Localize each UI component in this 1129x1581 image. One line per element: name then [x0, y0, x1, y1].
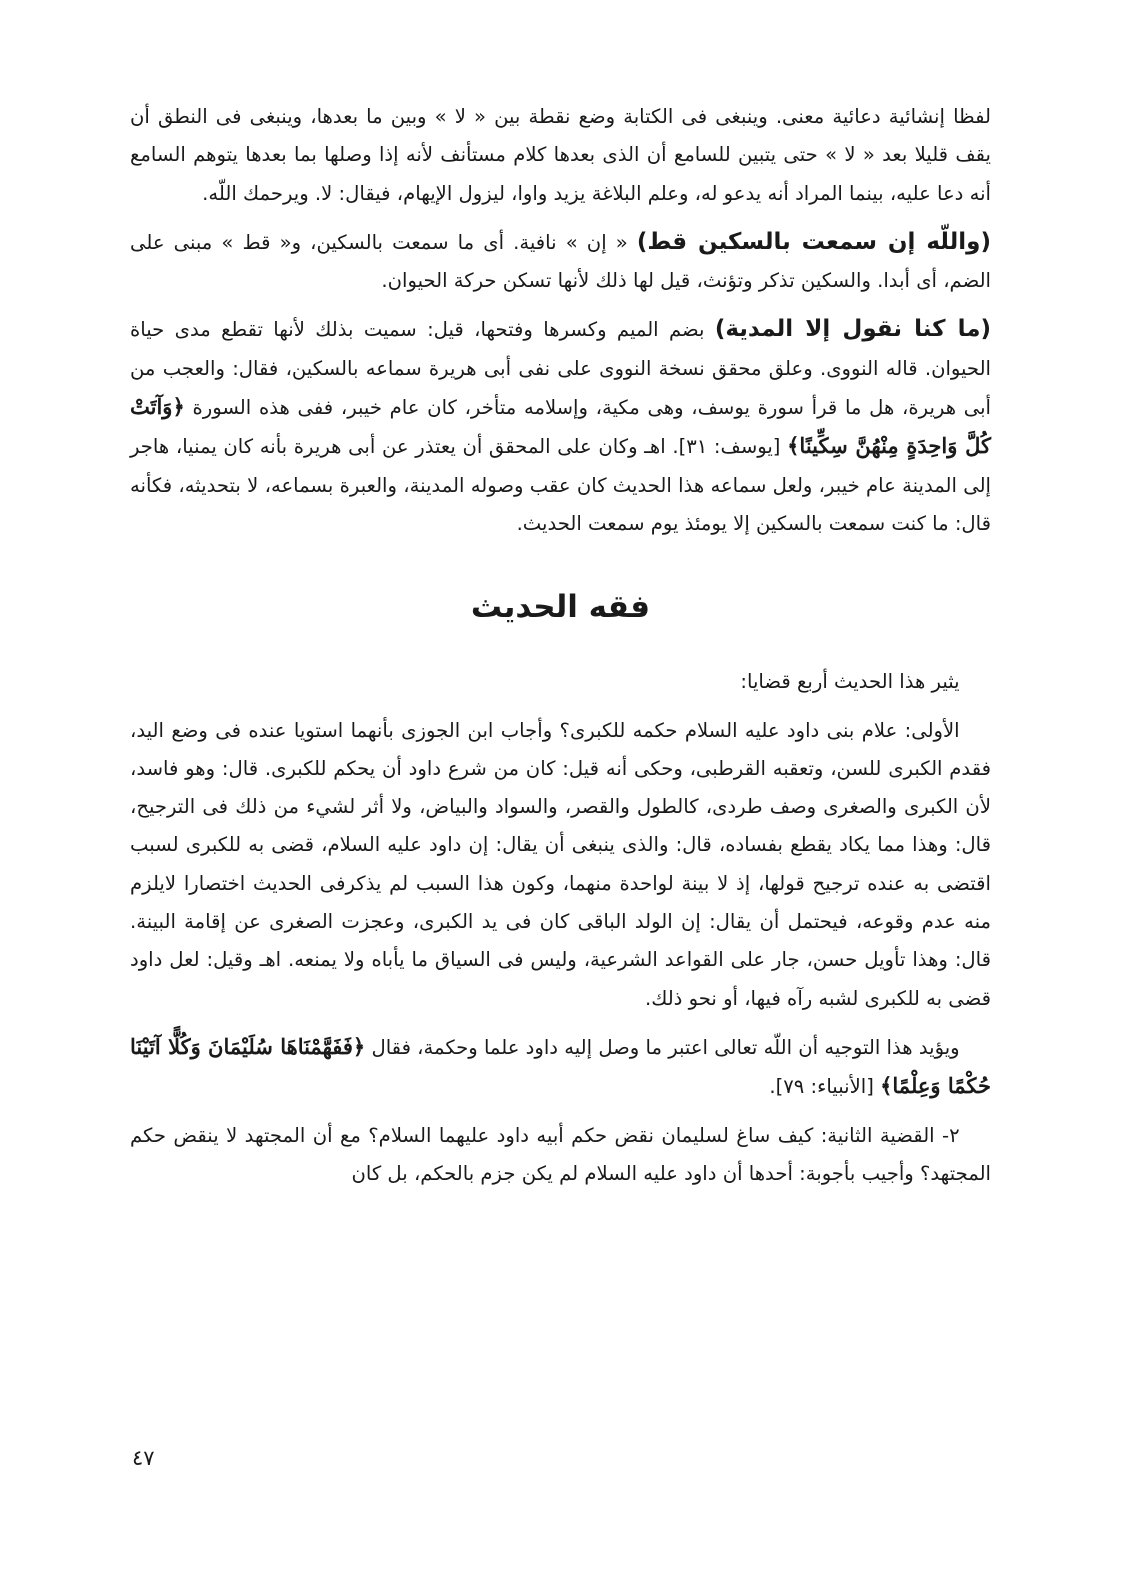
document-body [130, 98, 991, 1203]
quoted-phrase: (واللّه إن سمعت بالسكين قط) [636, 228, 991, 255]
paragraph-3 [130, 310, 991, 543]
paragraph-text: « إن » نافية. أى ما سمعت بالسكين، و« قط » مبنى على الضم، أى أبدا. والسكين تذكر وتؤنث، قيل لها ذلك لأنها تسكن حركة الحيوان. [130, 230, 991, 293]
paragraph-text: ويؤيد هذا التوجيه أن اللّه تعالى اعتبر ما وصل إليه داود علما وحكمة، فقال [365, 1035, 960, 1059]
page-number: ٤٧ [132, 1446, 155, 1470]
paragraph-text: [الأنبياء: ٧٩]. [769, 1075, 881, 1099]
quran-verse: ﴿فَفَهَّمْنَاهَا سُلَيْمَانَ وَكُلًّا آتَيْنَا حُكْمًا وَعِلْمًا﴾ [130, 1033, 991, 1099]
paragraph-text: بضم الميم وكسرها وفتحها، قيل: سميت بذلك لأنها تقطع مدى حياة الحيوان. قاله النووى. وعلق محقق نسخة النووى على نفى أبى هريرة سماعه بالسكين، فقال: والعجب من أبى هريرة، هل ما قرأ سورة يوسف، وهى مكية، وإسلامه متأخر، كان عام خيبر، ففى هذه السورة [130, 318, 991, 420]
issue-1-paragraph: الأولى: علام بنى داود عليه السلام حكمه للكبرى؟ وأجاب ابن الجوزى بأنهما استويا عنده فى وضع اليد، فقدم الكبرى للسن، وتعقبه القرطبى، وحكى أنه قيل: كان من شرع داود أن يحكم للكبرى. قال: وهو فاسد، لأن الكبرى والصغرى وصف طردى، كالطول والقصر، والسواد والبياض، ولا أثر لشيء من ذلك فى الترجيح، قال: وهذا مما يكاد يقطع بفساده، قال: والذى ينبغى أن يقال: إن داود عليه السلام، قضى به للكبرى لسبب اقتضى به عنده ترجيح قولها، إذ لا بينة لواحدة منهما، وكون هذا السبب لم يذكرفى الحديث اختصارا لايلزم منه عدم وقوعه، فيحتمل أن يقال: إن الولد الباقى كان فى يد الكبرى، وعجزت الصغرى عن إقامة البينة. قال: وهذا تأويل حسن، جار على القواعد الشرعية، وليس فى السياق ما يأباه ولا يمنعه. اهـ وقيل: لعل داود قضى به للكبرى لشبه رآه فيها، أو نحو ذلك. [130, 718, 991, 1010]
paragraph-2 [130, 223, 991, 301]
quoted-phrase: (ما كنا نقول إلا المدية) [714, 316, 992, 343]
intro-paragraph: يثير هذا الحديث أربع قضايا: [740, 670, 960, 694]
paragraph-text: [يوسف: ٣١]. اهـ وكان على المحقق أن يعتذر عن أبى هريرة بأنه كان يمنيا، هاجر إلى المدينة عام خيبر، ولعل سماعه هذا الحديث كان عقب وصوله المدينة، والعبرة بسماعه، لا بتحديثه، فكأنه قال: ما كنت سمعت بالسكين إلا يومئذ يوم سمعت الحديث. [130, 435, 991, 535]
support-paragraph [130, 1028, 991, 1107]
section-heading: فقه الحديث [470, 589, 651, 626]
paragraph-1: لفظا إنشائية دعائية معنى. وينبغى فى الكتابة وضع نقطة بين « لا » وبين ما بعدها، وينبغى فى النطق أن يقف قليلا بعد « لا » حتى يتبين للسامع أن الذى بعدها كلام مستأنف لأنه إذا وصلها بما بعدها يتوهم السامع أنه دعا عليه، بينما المراد أنه يدعو له، وعلم البلاغة يزيد واوا، ليزول الإيهام، فيقال: لا. ويرحمك اللّه. [130, 105, 991, 205]
issue-2-paragraph: ٢- القضية الثانية: كيف ساغ لسليمان نقض حكم أبيه داود عليهما السلام؟ مع أن المجتهد لا ينقض حكم المجتهد؟ وأجيب بأجوبة: أحدها أن داود عليه السلام لم يكن جزم بالحكم، بل كان [130, 1123, 991, 1185]
quran-verse: ﴿وَآتَتْ كُلَّ وَاحِدَةٍ مِنْهُنَّ سِكِّينًا﴾ [130, 394, 992, 459]
